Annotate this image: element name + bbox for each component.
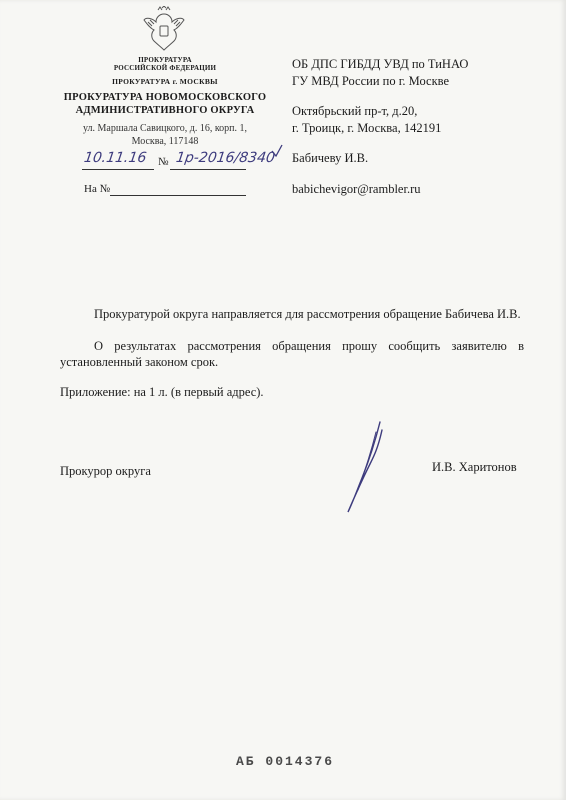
ref-number-underline bbox=[110, 195, 246, 196]
body-paragraph-1: Прокуратурой округа направляется для рассмотрения обращение Бабичева И.В. bbox=[94, 307, 521, 321]
form-serial-number: АБ 0014376 bbox=[236, 754, 335, 769]
recipient-line-2: ГУ МВД России по г. Москве bbox=[292, 74, 450, 88]
handwritten-signature bbox=[340, 418, 390, 518]
handwritten-date: 10.11.16 bbox=[82, 150, 148, 166]
signatory-name: И.В. Харитонов bbox=[432, 460, 517, 474]
date-underline bbox=[82, 169, 154, 170]
russian-coat-of-arms-icon bbox=[142, 6, 186, 54]
sender-line-1: ПРОКУРАТУРА bbox=[138, 56, 192, 64]
signatory-title: Прокурор округа bbox=[60, 464, 151, 478]
sender-line-2: РОССИЙСКОЙ ФЕДЕРАЦИИ bbox=[113, 64, 217, 72]
ref-number-label: На № bbox=[84, 183, 111, 195]
recipient-email: babichevigor@rambler.ru bbox=[292, 182, 421, 196]
sender-org-block bbox=[60, 56, 270, 148]
handwritten-number: 1р-2016/8340 bbox=[174, 150, 276, 166]
sender-line-5: АДМИНИСТРАТИВНОГО ОКРУГА bbox=[75, 105, 255, 116]
number-underline bbox=[170, 169, 246, 170]
recipient-person: Бабичеву И.В. bbox=[292, 151, 369, 165]
sender-line-3: ПРОКУРАТУРА г. МОСКВЫ bbox=[112, 77, 218, 86]
sender-address-1: ул. Маршала Савицкого, д. 16, корп. 1, bbox=[82, 123, 248, 134]
attachment-note: Приложение: на 1 л. (в первый адрес). bbox=[60, 385, 264, 399]
recipient-address-2: г. Троицк, г. Москва, 142191 bbox=[292, 121, 442, 135]
recipient-line-1: ОБ ДПС ГИБДД УВД по ТиНАО bbox=[292, 57, 469, 71]
body-paragraph-2: О результатах рассмотрения обращения прошу сообщить заявителю в установленный законом срок. bbox=[60, 339, 524, 369]
sender-line-4: ПРОКУРАТУРА НОВОМОСКОВСКОГО bbox=[63, 92, 267, 103]
sender-address-2: Москва, 117148 bbox=[131, 136, 199, 147]
recipient-address-1: Октябрьский пр-т, д.20, bbox=[292, 104, 418, 118]
checkmark-icon bbox=[270, 144, 284, 158]
number-label: № bbox=[158, 156, 169, 168]
